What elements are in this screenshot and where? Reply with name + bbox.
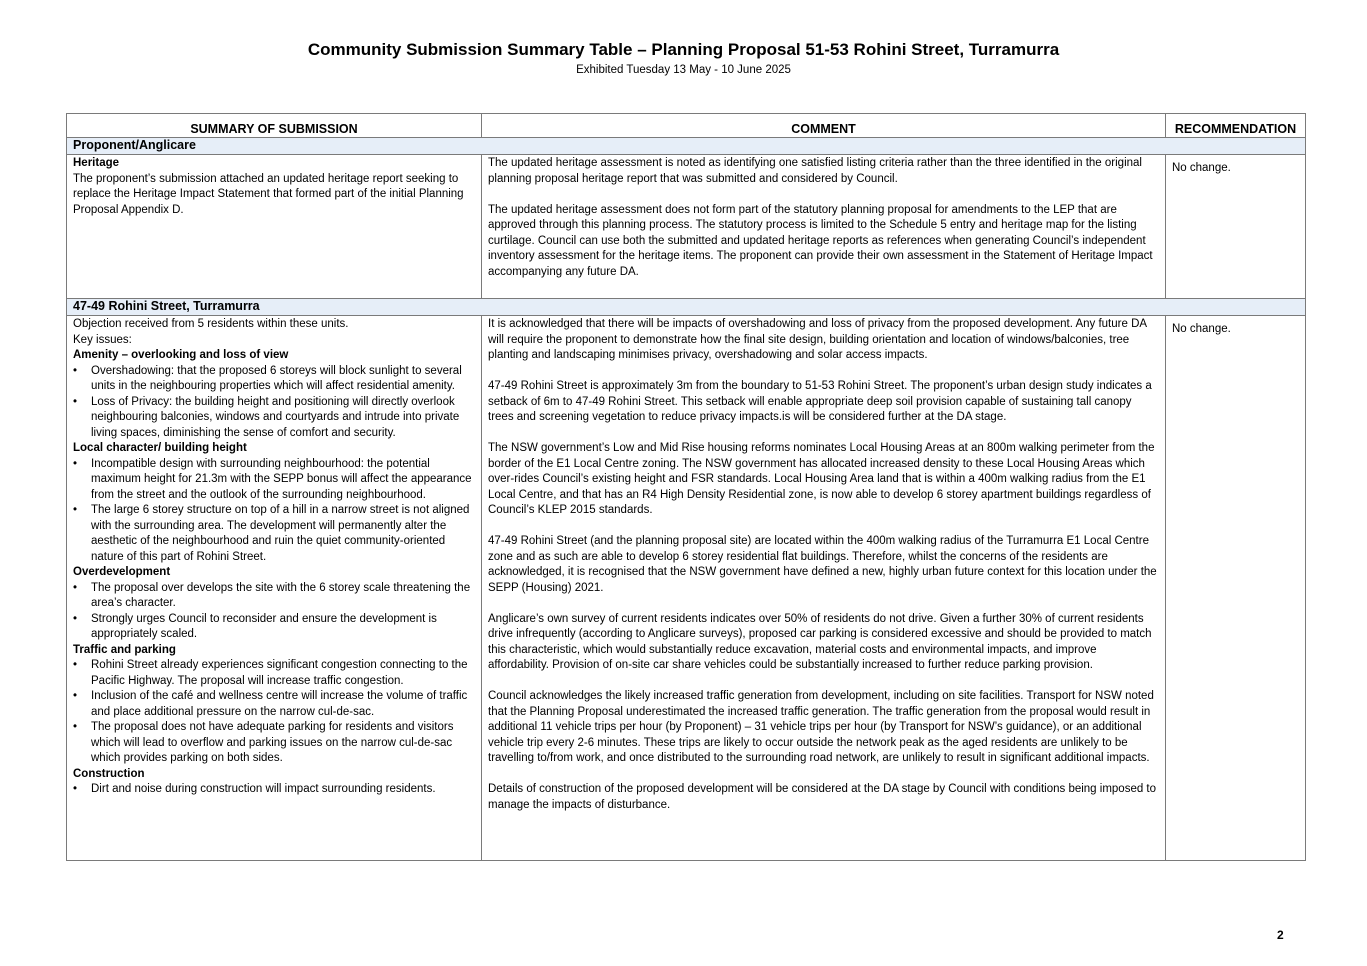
section-heading: 47-49 Rohini Street, Turramurra — [67, 299, 1306, 316]
section-heading-row — [67, 299, 1306, 316]
document-title: Community Submission Summary Table – Planning Proposal 51-53 Rohini Street, Turramurra — [307, 40, 1060, 59]
list-item: • The large 6 storey structure on top of a hill in a narrow street is not aligned with the surrounding area. The development will permanently alter the aesthetic of the neighbourhood and ruin the quiet community-oriented nature of this part of Rohini Street. — [91, 503, 475, 565]
table-row — [67, 316, 1306, 861]
list-item: • Inclusion of the café and wellness centre will increase the volume of traffic and place additional pressure on the narrow cul-de-sac. — [91, 689, 475, 720]
comment-paragraph: 47-49 Rohini Street (and the planning proposal site) are located within the 400m walking radius of the Turramurra E1 Local Centre zone and as such are able to develop 6 storey residential flat buildings. Therefore, whilst the concerns of the residents are acknowledged, it is recognised that the NSW government have defined a new, highly urban future context for this location under the SEPP (Housing) 2021. — [488, 535, 1157, 594]
list-item: • Strongly urges Council to reconsider and ensure the development is appropriately scaled. — [91, 612, 475, 643]
table-row — [67, 155, 1306, 299]
comment-cell — [482, 316, 1166, 861]
section-heading: Proponent/Anglicare — [67, 138, 1306, 155]
summary-cell — [67, 155, 482, 299]
comment-paragraph: Details of construction of the proposed development will be considered at the DA stage by Council with conditions being imposed to manage the impacts of disturbance. — [488, 783, 1157, 811]
list-item: • Incompatible design with surrounding neighbourhood: the potential maximum height for 21.3m with the SEPP bonus will affect the appearance from the street and the outlook of the surrounding neighbourhood. — [91, 457, 475, 504]
issue-list — [73, 457, 475, 566]
issue-group-title: Traffic and parking — [73, 643, 176, 656]
issue-group-title: Construction — [73, 767, 145, 780]
comment-paragraph: Anglicare’s own survey of current residents indicates over 50% of residents do not drive. Given a further 30% of current residents drive infrequently (according to Anglicare surveys), proposed car parking is considered excessive and should be provided to match this characteristic, which would substantially reduce excavation, material costs and environmental impacts, and improve affordability. Provision of on-site car share vehicles could be substantially increased to further reduce parking provision. — [488, 612, 1152, 671]
issue-group-title: Amenity – overlooking and loss of view — [73, 349, 289, 361]
page-number: 2 — [1277, 928, 1284, 942]
list-item: • Overshadowing: that the proposed 6 storeys will block sunlight to several units in the neighbouring properties which will affect residential amenity. — [91, 364, 475, 395]
comment-paragraph: 47-49 Rohini Street is approximately 3m from the boundary to 51-53 Rohini Street. The proponent’s urban design study indicates a setback of 6m to 47-49 Rohini Street. This setback will enable appropriate deep soil provision capable of sustaining tall canopy trees and screening vegetation to reduce privacy impacts.is will be considered further at the DA stage. — [488, 380, 1152, 423]
key-issues-label: Key issues: — [73, 333, 132, 346]
comment-paragraph: The updated heritage assessment is noted as identifying one satisfied listing criteria rather than the three identified in the original planning proposal heritage report that was submitted and considered by Council. — [488, 157, 1142, 185]
issue-list — [73, 581, 475, 643]
column-header-comment: COMMENT — [482, 114, 1166, 138]
document-subtitle: Exhibited Tuesday 13 May - 10 June 2025 — [576, 64, 791, 76]
comment-paragraph: The NSW government’s Low and Mid Rise housing reforms nominates Local Housing Areas at an 800m walking perimeter from the border of the E1 Local Centre zoning. The NSW government has allocated increased density to these Local Housing Areas which over-rides Council’s existing height and FSR standards. Local Housing Area land that is within a 400m walking radius from the E1 Local Centre, and that has an R4 High Density Residential zone, is now able to develop 6 storey apartment buildings regardless of Council’s KLEP 2015 standards. — [488, 442, 1155, 516]
comment-paragraph: The updated heritage assessment does not form part of the statutory planning proposal for amendments to the LEP that are approved through this planning process. The statutory process is limited to the Schedule 5 entry and heritage map for the listing curtilage. Council can use both the submitted and updated heritage reports as references when generating Council’s independent inventory assessment for the heritage items. The proponent can provide their own assessment in the Statement of Heritage Impact accompanying any future DA. — [488, 203, 1153, 278]
issue-group-title: Local character/ building height — [73, 442, 247, 454]
list-item: • Rohini Street already experiences significant congestion connecting to the Pacific Highway. The proposal will increase traffic congestion. — [91, 658, 475, 689]
issue-list — [73, 782, 475, 798]
summary-cell — [67, 316, 482, 861]
section-heading-row — [67, 138, 1306, 155]
comment-paragraph: Council acknowledges the likely increased traffic generation from development, including on site facilities. Transport for NSW noted that the Planning Proposal underestimated the increased traffic generation. The traffic generation from the proposal would result in additional 11 vehicle trips per hour (by Proponent) – 31 vehicle trips per hour (by Transport for NSW’s guidance), or an additional vehicle trip every 2-6 minutes. These trips are likely to occur outside the network peak as the aged residents are unlikely to be travelling to/from work, and once distributed to the surrounding road network, are unlikely to result in significant additional impacts. — [488, 690, 1154, 764]
recommendation-cell: No change. — [1166, 155, 1306, 299]
summary-title: Heritage — [73, 157, 120, 169]
list-item: • The proposal over develops the site with the 6 storey scale threatening the area’s character. — [91, 581, 475, 612]
list-item: • Dirt and noise during construction will impact surrounding residents. — [91, 782, 475, 798]
list-item: • The proposal does not have adequate parking for residents and visitors which will lead to overflow and parking issues on the narrow cul-de-sac which provides parking on both sides. — [91, 720, 475, 767]
column-header-recommendation: RECOMMENDATION — [1166, 114, 1306, 138]
column-header-summary: SUMMARY OF SUBMISSION — [67, 114, 482, 138]
submission-summary-table — [66, 113, 1306, 861]
comment-cell — [482, 155, 1166, 299]
summary-text: The proponent’s submission attached an updated heritage report seeking to replace the Heritage Impact Statement that formed part of the initial Planning Proposal Appendix D. — [73, 172, 464, 216]
summary-intro: Objection received from 5 residents within these units. — [73, 318, 349, 330]
comment-paragraph: It is acknowledged that there will be impacts of overshadowing and loss of privacy from the proposed development. Any future DA will require the proponent to demonstrate how the final site design, building orientation and location of windows/balconies, tree planting and landscaping minimises privacy, overshadowing and solar access impacts. — [488, 318, 1147, 361]
issue-list — [73, 364, 475, 442]
recommendation-cell: No change. — [1166, 316, 1306, 861]
list-item: • Loss of Privacy: the building height and positioning will directly overlook neighbouring balconies, windows and courtyards and intrude into private living spaces, diminishing the sense of comfort and security. — [91, 395, 475, 442]
table-header-row — [67, 114, 1306, 138]
issue-group-title: Overdevelopment — [73, 566, 171, 578]
issue-list — [73, 658, 475, 767]
